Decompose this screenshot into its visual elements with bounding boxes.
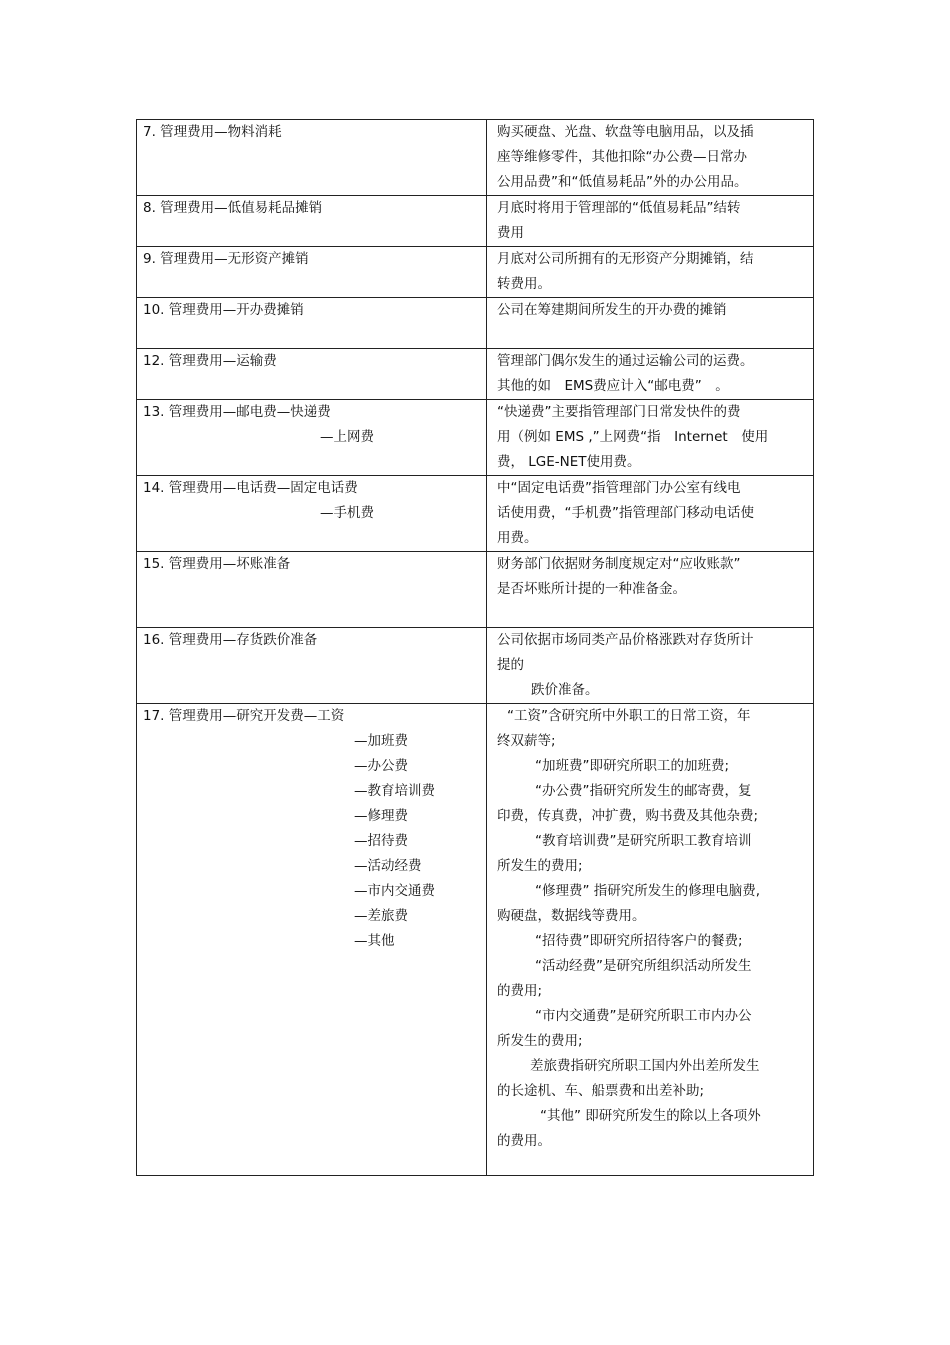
- description-line: 中“固定电话费”指管理部门办公室有线电: [497, 480, 741, 496]
- table-row: [137, 247, 814, 298]
- description-line: 费用: [497, 225, 524, 241]
- description-line: 印费，传真费，冲扩费，购书费及其他杂费;: [497, 808, 759, 824]
- table-row: [137, 349, 814, 400]
- description-line: 用费。: [497, 530, 538, 546]
- description-line: 购硬盘，数据线等费用。: [497, 908, 646, 924]
- account-description-cell: [487, 196, 814, 247]
- description-line: 月底时将用于管理部的“低值易耗品”结转: [497, 200, 741, 216]
- description-line: 终双薪等;: [497, 733, 556, 749]
- expense-account-table: [136, 119, 814, 1176]
- account-description-cell: [487, 349, 814, 400]
- table-row: [137, 704, 814, 1176]
- sub-account-name: —手机费: [320, 505, 374, 521]
- sub-account-name: —其他: [354, 933, 395, 949]
- account-name: 15. 管理费用—坏账准备: [143, 556, 291, 572]
- description-line: 月底对公司所拥有的无形资产分期摊销，结: [497, 251, 754, 267]
- account-name: 13. 管理费用—邮电费—快递费: [143, 404, 331, 420]
- description-line: 的费用;: [497, 983, 543, 999]
- account-name-cell: [137, 552, 487, 628]
- account-description-cell: [487, 400, 814, 476]
- description-line: 所发生的费用;: [497, 858, 583, 874]
- table-row: [137, 298, 814, 349]
- sub-account-name: —市内交通费: [354, 883, 435, 899]
- description-line: “活动经费”是研究所组织活动所发生: [535, 958, 752, 974]
- description-line: 购买硬盘、光盘、软盘等电脑用品，以及插: [497, 124, 754, 140]
- description-line: “教育培训费”是研究所职工教育培训: [535, 833, 752, 849]
- description-line: 公司依据市场同类产品价格涨跌对存货所计: [497, 632, 754, 648]
- account-name-cell: [137, 120, 487, 196]
- account-name: 16. 管理费用—存货跌价准备: [143, 632, 318, 648]
- description-line: 座等维修零件，其他扣除“办公费—日常办: [497, 149, 747, 165]
- description-line: “市内交通费”是研究所职工市内办公: [535, 1008, 752, 1024]
- account-name-cell: [137, 298, 487, 349]
- account-name-cell: [137, 476, 487, 552]
- account-description-cell: [487, 552, 814, 628]
- sub-account-name: —差旅费: [354, 908, 408, 924]
- account-name: 17. 管理费用—研究开发费—工资: [143, 708, 345, 724]
- account-description-cell: [487, 247, 814, 298]
- account-name-cell: [137, 247, 487, 298]
- account-name: 8. 管理费用—低值易耗品摊销: [143, 200, 323, 216]
- table-row: [137, 476, 814, 552]
- description-line: 的费用。: [497, 1133, 551, 1149]
- account-name: 12. 管理费用—运输费: [143, 353, 277, 369]
- description-line: 公司在筹建期间所发生的开办费的摊销: [497, 302, 727, 318]
- account-name-cell: [137, 704, 487, 1176]
- sub-account-name: —招待费: [354, 833, 408, 849]
- table-row: [137, 400, 814, 476]
- description-line: 管理部门偶尔发生的通过运输公司的运费。: [497, 353, 754, 369]
- account-name-cell: [137, 196, 487, 247]
- account-description-cell: [487, 298, 814, 349]
- description-line: 转费用。: [497, 276, 551, 292]
- table-row: [137, 628, 814, 704]
- description-line: 所发生的费用;: [497, 1033, 583, 1049]
- description-line: 用（例如 EMS ,”上网费“指 Internet 使用: [497, 429, 769, 445]
- account-name: 7. 管理费用—物料消耗: [143, 124, 282, 140]
- description-line: 费， LGE-NET使用费。: [497, 454, 641, 470]
- description-line: 财务部门依据财务制度规定对“应收账款”: [497, 556, 741, 572]
- sub-account-name: —教育培训费: [354, 783, 435, 799]
- description-line: 其他的如 EMS费应计入“邮电费” 。: [497, 378, 729, 394]
- description-line: 的长途机、车、船票费和出差补助;: [497, 1083, 705, 1099]
- table-row: [137, 196, 814, 247]
- account-name-cell: [137, 628, 487, 704]
- account-name-cell: [137, 349, 487, 400]
- description-line: “修理费” 指研究所发生的修理电脑费,: [535, 883, 761, 899]
- account-description-cell: [487, 704, 814, 1176]
- account-description-cell: [487, 476, 814, 552]
- description-line: “办公费”指研究所发生的邮寄费，复: [535, 783, 752, 799]
- description-line: 公用品费”和“低值易耗品”外的办公用品。: [497, 174, 748, 190]
- table-row: [137, 552, 814, 628]
- account-name: 9. 管理费用—无形资产摊销: [143, 251, 309, 267]
- account-name: 10. 管理费用—开办费摊销: [143, 302, 304, 318]
- description-line: “加班费”即研究所职工的加班费;: [535, 758, 730, 774]
- description-line: 是否坏账所计提的一种准备金。: [497, 581, 686, 597]
- sub-account-name: —活动经费: [354, 858, 422, 874]
- account-name-cell: [137, 400, 487, 476]
- sub-account-name: —修理费: [354, 808, 408, 824]
- description-line: “招待费”即研究所招待客户的餐费;: [535, 933, 743, 949]
- sub-account-name: —上网费: [320, 429, 374, 445]
- description-line: “其他” 即研究所发生的除以上各项外: [540, 1108, 761, 1124]
- account-name: 14. 管理费用—电话费—固定电话费: [143, 480, 358, 496]
- description-line: “工资”含研究所中外职工的日常工资，年: [507, 708, 751, 724]
- description-line: “快递费”主要指管理部门日常发快件的费: [497, 404, 741, 420]
- description-line: 话使用费，“手机费”指管理部门移动电话使: [497, 505, 754, 521]
- description-line: 差旅费指研究所职工国内外出差所发生: [530, 1058, 760, 1074]
- description-line: 提的: [497, 657, 524, 673]
- table-row: [137, 120, 814, 196]
- account-description-cell: [487, 120, 814, 196]
- description-line: 跌价准备。: [531, 682, 599, 698]
- account-description-cell: [487, 628, 814, 704]
- sub-account-name: —办公费: [354, 758, 408, 774]
- sub-account-name: —加班费: [354, 733, 408, 749]
